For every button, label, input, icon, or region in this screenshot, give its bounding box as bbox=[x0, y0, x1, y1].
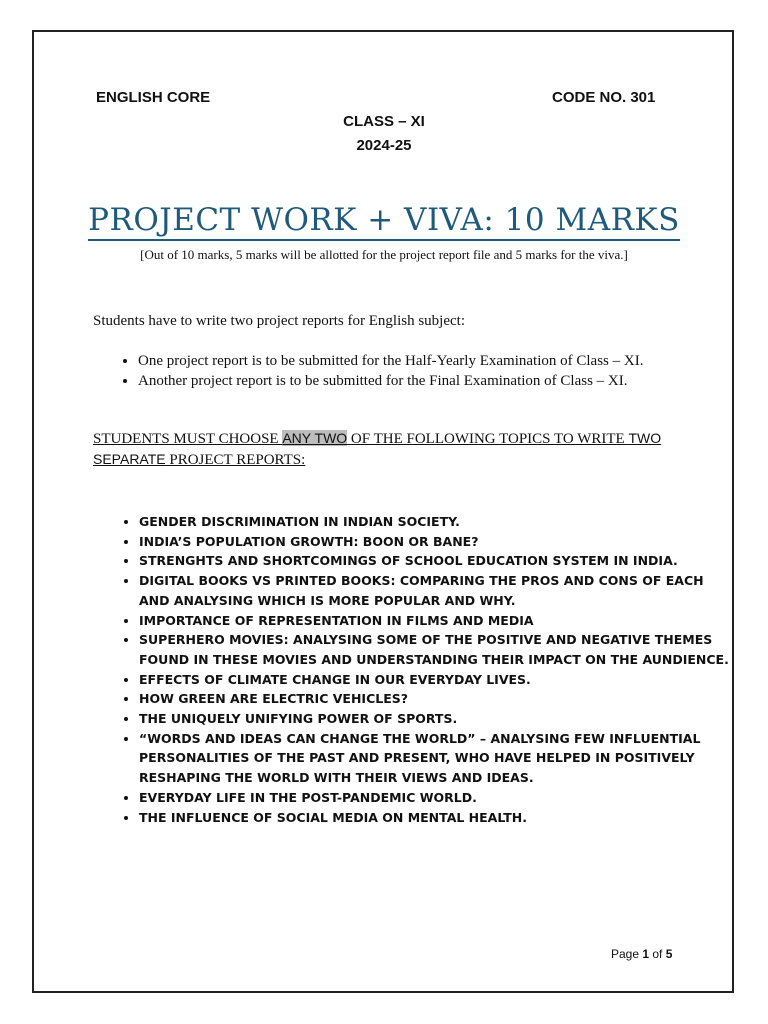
instruction-part1: STUDENTS MUST CHOOSE bbox=[93, 431, 283, 447]
marks-note: [Out of 10 marks, 5 marks will be allotted for the project report file and 5 marks for the viva.] bbox=[140, 247, 628, 262]
instruction-part3: PROJECT REPORTS: bbox=[165, 452, 306, 468]
instruction-underline: TWO SEPARATE bbox=[93, 430, 662, 467]
class-label: CLASS – XI bbox=[343, 113, 425, 130]
instruction-highlight: ANY TWO bbox=[282, 430, 348, 446]
topic-item: • HOW GREEN ARE ELECTRIC VEHICLES? bbox=[139, 689, 729, 709]
list-item: • One project report is to be submitted for the Half-Yearly Examination of Class – XI. bbox=[138, 351, 643, 371]
topic-item: • THE INFLUENCE OF SOCIAL MEDIA ON MENTAL HEALTH. bbox=[139, 808, 729, 828]
page-title-text: PROJECT WORK + VIVA: 10 MARKS bbox=[88, 202, 680, 241]
topic-item: • “WORDS AND IDEAS CAN CHANGE THE WORLD” – ANALYSING FEW INFLUENTIAL PERSONALITIES OF THE PAST AND PRESENT, WHO HAVE HELPED IN POSITIVELY RESHAPING THE WORLD WITH THEIR VIEWS AND IDEAS. bbox=[139, 729, 729, 788]
page-current: 1 bbox=[642, 947, 650, 961]
page-label: Page bbox=[611, 947, 643, 961]
topic-item: • GENDER DISCRIMINATION IN INDIAN SOCIETY. bbox=[139, 512, 729, 532]
page-total: 5 bbox=[665, 947, 673, 961]
instruction-text bbox=[93, 428, 673, 470]
code-label: CODE NO. 301 bbox=[552, 89, 656, 106]
submission-list bbox=[93, 351, 643, 391]
topic-item: • EFFECTS OF CLIMATE CHANGE IN OUR EVERYDAY LIVES. bbox=[139, 670, 729, 690]
intro-text: Students have to write two project reports for English subject: bbox=[93, 313, 466, 329]
topic-item: • EVERYDAY LIFE IN THE POST-PANDEMIC WORLD. bbox=[139, 788, 729, 808]
page-title bbox=[0, 202, 768, 238]
page-of: of bbox=[649, 947, 666, 961]
topics-list bbox=[93, 512, 729, 827]
topic-item: • STRENGHTS AND SHORTCOMINGS OF SCHOOL EDUCATION SYSTEM IN INDIA. bbox=[139, 551, 729, 571]
topic-item: • THE UNIQUELY UNIFYING POWER OF SPORTS. bbox=[139, 709, 729, 729]
topic-item: • IMPORTANCE OF REPRESENTATION IN FILMS AND MEDIA bbox=[139, 611, 729, 631]
session-label: 2024-25 bbox=[356, 137, 412, 154]
list-item: • Another project report is to be submitted for the Final Examination of Class – XI. bbox=[138, 371, 643, 391]
instruction-part2: OF THE FOLLOWING TOPICS TO WRITE bbox=[347, 431, 629, 447]
topic-item: • DIGITAL BOOKS VS PRINTED BOOKS: COMPARING THE PROS AND CONS OF EACH AND ANALYSING WHICH IS MORE POPULAR AND WHY. bbox=[139, 571, 729, 610]
page-number bbox=[611, 947, 672, 961]
topic-item: • INDIA’S POPULATION GROWTH: BOON OR BANE? bbox=[139, 532, 729, 552]
topic-item: • SUPERHERO MOVIES: ANALYSING SOME OF THE POSITIVE AND NEGATIVE THEMES FOUND IN THESE MOVIES AND UNDERSTANDING THEIR IMPACT ON THE AUNDIENCE. bbox=[139, 630, 729, 669]
subject-label: ENGLISH CORE bbox=[96, 89, 211, 106]
